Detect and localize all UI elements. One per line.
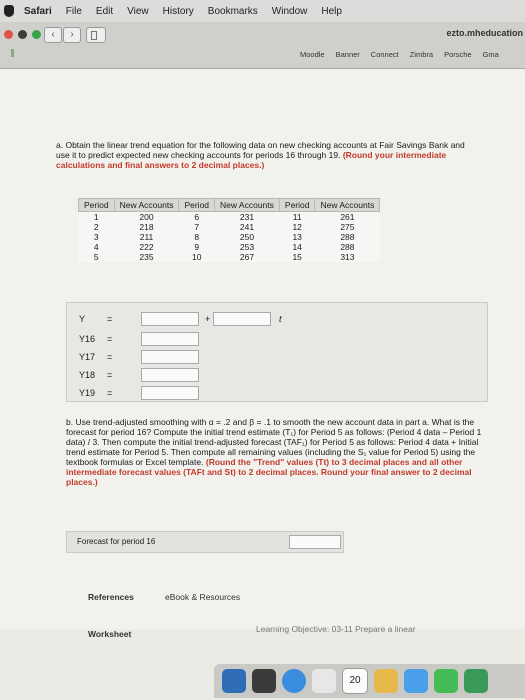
bookmark-connect[interactable]: Connect [370, 50, 399, 59]
table-cell: 218 [139, 222, 154, 232]
equals-sign: = [107, 314, 113, 324]
back-button[interactable]: ‹ [44, 27, 62, 43]
question-a-instruction: (Round your intermediate calculations and final answers to 2 decimal places.) [56, 150, 447, 170]
table-cell: 267 [239, 252, 255, 262]
equals-sign: = [107, 352, 113, 362]
table-cell: 5 [93, 252, 99, 262]
marker-icon [11, 49, 14, 57]
minimize-window-icon[interactable] [18, 30, 27, 39]
accounts-table [78, 198, 380, 262]
equals-sign: = [107, 388, 113, 398]
y-label: Y [79, 314, 86, 324]
dock [214, 664, 525, 698]
y17-label: Y17 [79, 352, 96, 362]
finder-icon[interactable] [222, 669, 246, 693]
menu-bookmarks[interactable]: Bookmarks [207, 5, 258, 17]
y16-label: Y16 [79, 334, 96, 344]
forecast-row [66, 531, 344, 553]
table-cell: 200 [139, 212, 154, 222]
column-header: New Accounts [215, 199, 280, 212]
question-b-text: Use trend-adjusted smoothing with α = .2 and β = .1 to smooth the new account data in part a. What is the forecast for period 16? Compute the initial trend estimate (T₁) for Period 5 as follows: (Period 4 data – Period 1 data) / 3. Then compute the initial trend-adjusted forecast (TAF₁) for Period 5 as follows: Period 4 data + Initial trend estimate for Period 5. Then compute all remaining values (including the S₁ value for Period 5) using the textbook formulas or Excel template. [66, 417, 482, 467]
question-a-text: Obtain the linear trend equation for the following data on new checking accounts at Fair Savings Bank and use it to predict expected new checking accounts for periods 16 through 19. [56, 140, 465, 160]
table-cell: 15 [292, 252, 302, 262]
menu-view[interactable]: View [127, 5, 149, 17]
menu-edit[interactable]: Edit [95, 5, 114, 17]
table-cell: 211 [139, 232, 154, 242]
table-row [79, 252, 380, 262]
table-row [79, 242, 380, 252]
slope-input[interactable] [213, 312, 271, 326]
table-cell: 288 [340, 242, 355, 252]
plus-sign: + [205, 314, 211, 324]
trend-equation-panel [66, 302, 488, 402]
forward-button[interactable]: › [63, 27, 81, 43]
y17-input[interactable] [141, 350, 199, 364]
forecast-period-16-input[interactable] [289, 535, 341, 549]
equals-sign: = [107, 334, 113, 344]
table-row [79, 232, 380, 242]
table-cell: 13 [292, 232, 302, 242]
question-b-instruction: (Round the "Trend" values (Tt) to 3 decimal places and all other intermediate forecast values (TAFt and St) to 2 decimal places. Round your final answer to 2 decimal places.) [66, 457, 472, 487]
bookmark-banner[interactable]: Banner [335, 50, 360, 59]
bookmark-zimbra[interactable]: Zimbra [409, 50, 434, 59]
table-cell: 6 [194, 212, 200, 222]
menu-window[interactable]: Window [271, 5, 308, 17]
table-cell: 2 [93, 222, 99, 232]
menu-history[interactable]: History [162, 5, 194, 17]
learning-objective: Learning Objective: 03-11 Prepare a linear [256, 624, 416, 634]
intercept-input[interactable] [141, 312, 199, 326]
question-b [66, 417, 486, 487]
bookmark-porsche[interactable]: Porsche [444, 50, 472, 59]
column-header: New Accounts [114, 199, 179, 212]
menu-safari[interactable]: Safari [24, 5, 52, 17]
table-cell: 288 [340, 232, 355, 242]
bookmark-gmail[interactable]: Gma [482, 50, 499, 59]
question-a [56, 140, 476, 170]
table-cell: 8 [194, 232, 200, 242]
y19-input[interactable] [141, 386, 199, 400]
table-cell: 261 [340, 212, 355, 222]
table-cell: 11 [292, 212, 302, 222]
rocket-icon[interactable] [252, 669, 276, 693]
table-cell: 14 [292, 242, 302, 252]
table-cell: 9 [194, 242, 200, 252]
table-cell: 275 [340, 222, 355, 232]
y16-input[interactable] [141, 332, 199, 346]
contacts-icon[interactable] [312, 669, 336, 693]
forecast-label: Forecast for period 16 [77, 537, 156, 546]
table-cell: 222 [139, 242, 154, 252]
table-cell: 241 [239, 222, 255, 232]
question-a-label: a. [56, 140, 64, 150]
y18-label: Y18 [79, 370, 96, 380]
table-row [79, 222, 380, 232]
bookmarks-bar [300, 50, 499, 59]
question-b-label: b. [66, 417, 74, 427]
apple-icon[interactable] [4, 5, 14, 17]
notes-icon[interactable] [374, 669, 398, 693]
table-cell: 4 [93, 242, 99, 252]
t-label: t [279, 314, 282, 324]
ebook-resources-link[interactable]: eBook & Resources [165, 592, 241, 602]
zoom-window-icon[interactable] [32, 30, 41, 39]
address-bar[interactable]: ezto.mheducation [446, 28, 523, 38]
table-cell: 7 [194, 222, 200, 232]
table-cell: 313 [340, 252, 355, 262]
table-header-row [79, 199, 380, 212]
table-cell: 253 [239, 242, 255, 252]
menu-file[interactable]: File [65, 5, 82, 17]
worksheet-link[interactable]: Worksheet [88, 629, 132, 639]
y18-input[interactable] [141, 368, 199, 382]
menu-bar [0, 0, 525, 23]
table-cell: 231 [239, 212, 255, 222]
safari-icon[interactable] [282, 669, 306, 693]
facetime-icon[interactable] [464, 669, 488, 693]
calendar-icon[interactable]: 20 [342, 668, 368, 694]
bookmark-moodle[interactable]: Moodle [300, 50, 325, 59]
references-link[interactable]: References [88, 592, 134, 602]
column-header: Period [279, 199, 315, 212]
column-header: New Accounts [315, 199, 380, 212]
browser-toolbar [0, 22, 525, 69]
close-window-icon[interactable] [4, 30, 13, 39]
table-cell: 250 [239, 232, 255, 242]
column-header: Period [179, 199, 215, 212]
sidebar-toggle-icon[interactable] [86, 27, 106, 43]
messages-icon[interactable] [434, 669, 458, 693]
table-row [79, 212, 380, 223]
y19-label: Y19 [79, 388, 96, 398]
table-cell: 3 [93, 232, 99, 242]
photos-icon[interactable] [404, 669, 428, 693]
table-cell: 10 [192, 252, 202, 262]
equals-sign: = [107, 370, 113, 380]
menu-help[interactable]: Help [321, 5, 342, 17]
table-cell: 1 [93, 212, 99, 222]
table-cell: 235 [139, 252, 154, 262]
window-controls [4, 30, 41, 39]
column-header: Period [79, 199, 115, 212]
table-cell: 12 [292, 222, 302, 232]
